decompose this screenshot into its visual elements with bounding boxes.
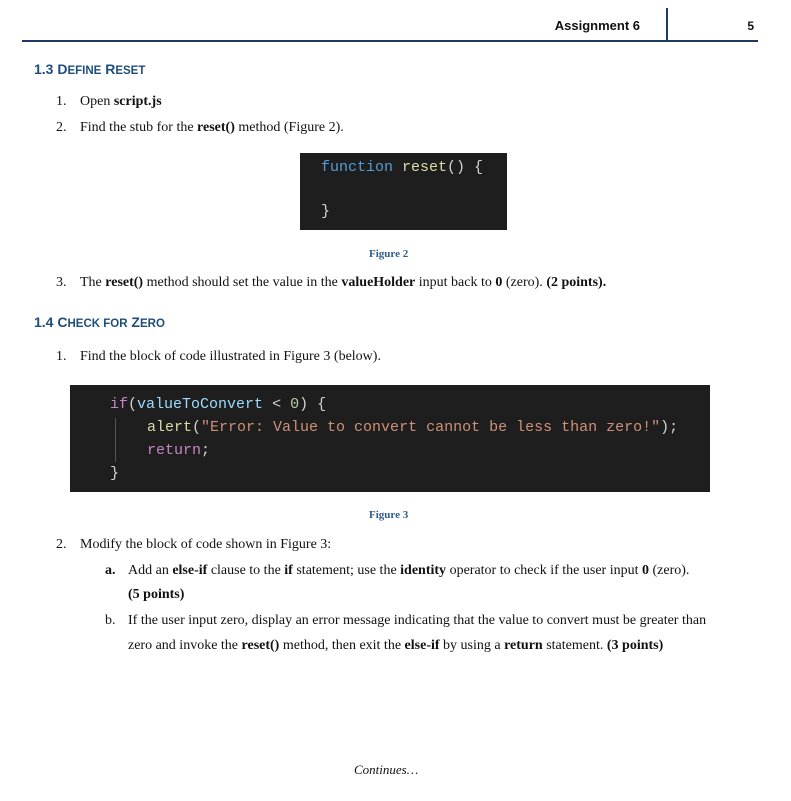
list-number: 1. (56, 94, 67, 109)
code-figure-3 (70, 385, 710, 492)
sublist-label: b. (105, 613, 116, 628)
list-number: 2. (56, 537, 67, 552)
list-item: The reset() method should set the value in the valueHolder input back to 0 (zero). (2 points). (80, 275, 607, 290)
code-line: function reset() { (321, 159, 484, 176)
code-figure-2 (300, 153, 507, 230)
figure-caption: Figure 3 (369, 509, 409, 521)
sublist-item-continuation: zero and invoke the reset() method, then exit the else-if by using a return statement. (3 points) (128, 638, 664, 653)
list-number: 1. (56, 349, 67, 364)
code-line: if(valueToConvert < 0) { (110, 396, 327, 413)
header-title: Assignment 6 (554, 18, 640, 33)
page-number: 5 (747, 19, 754, 33)
code-line: alert("Error: Value to convert cannot be less than zero!"); (147, 419, 679, 436)
header-divider (666, 8, 668, 40)
list-number: 3. (56, 275, 67, 290)
sublist-item: Add an else-if clause to the if statement; use the identity operator to check if the user input 0 (zero). (128, 563, 690, 578)
list-item: Find the block of code illustrated in Figure 3 (below). (80, 349, 381, 364)
section-heading-define-reset: 1.3 DEFINE RESET (34, 61, 146, 77)
figure-caption: Figure 2 (369, 248, 409, 260)
list-item: Modify the block of code shown in Figure 3: (80, 537, 332, 552)
code-line: } (110, 465, 120, 482)
indent-guide (115, 418, 116, 462)
header-rule (22, 40, 758, 42)
sublist-label: a. (105, 563, 116, 578)
sublist-item-continuation: (5 points) (128, 587, 185, 602)
list-item: Find the stub for the reset() method (Figure 2). (80, 120, 344, 135)
continues-footer: Continues… (354, 762, 419, 777)
list-number: 2. (56, 120, 67, 135)
code-line: } (321, 203, 331, 220)
list-item: Open script.js (80, 94, 162, 109)
code-line: return; (147, 442, 211, 459)
sublist-item: If the user input zero, display an error message indicating that the value to convert must be greater than (128, 613, 707, 628)
section-heading-check-for-zero: 1.4 CHECK FOR ZERO (34, 314, 165, 330)
